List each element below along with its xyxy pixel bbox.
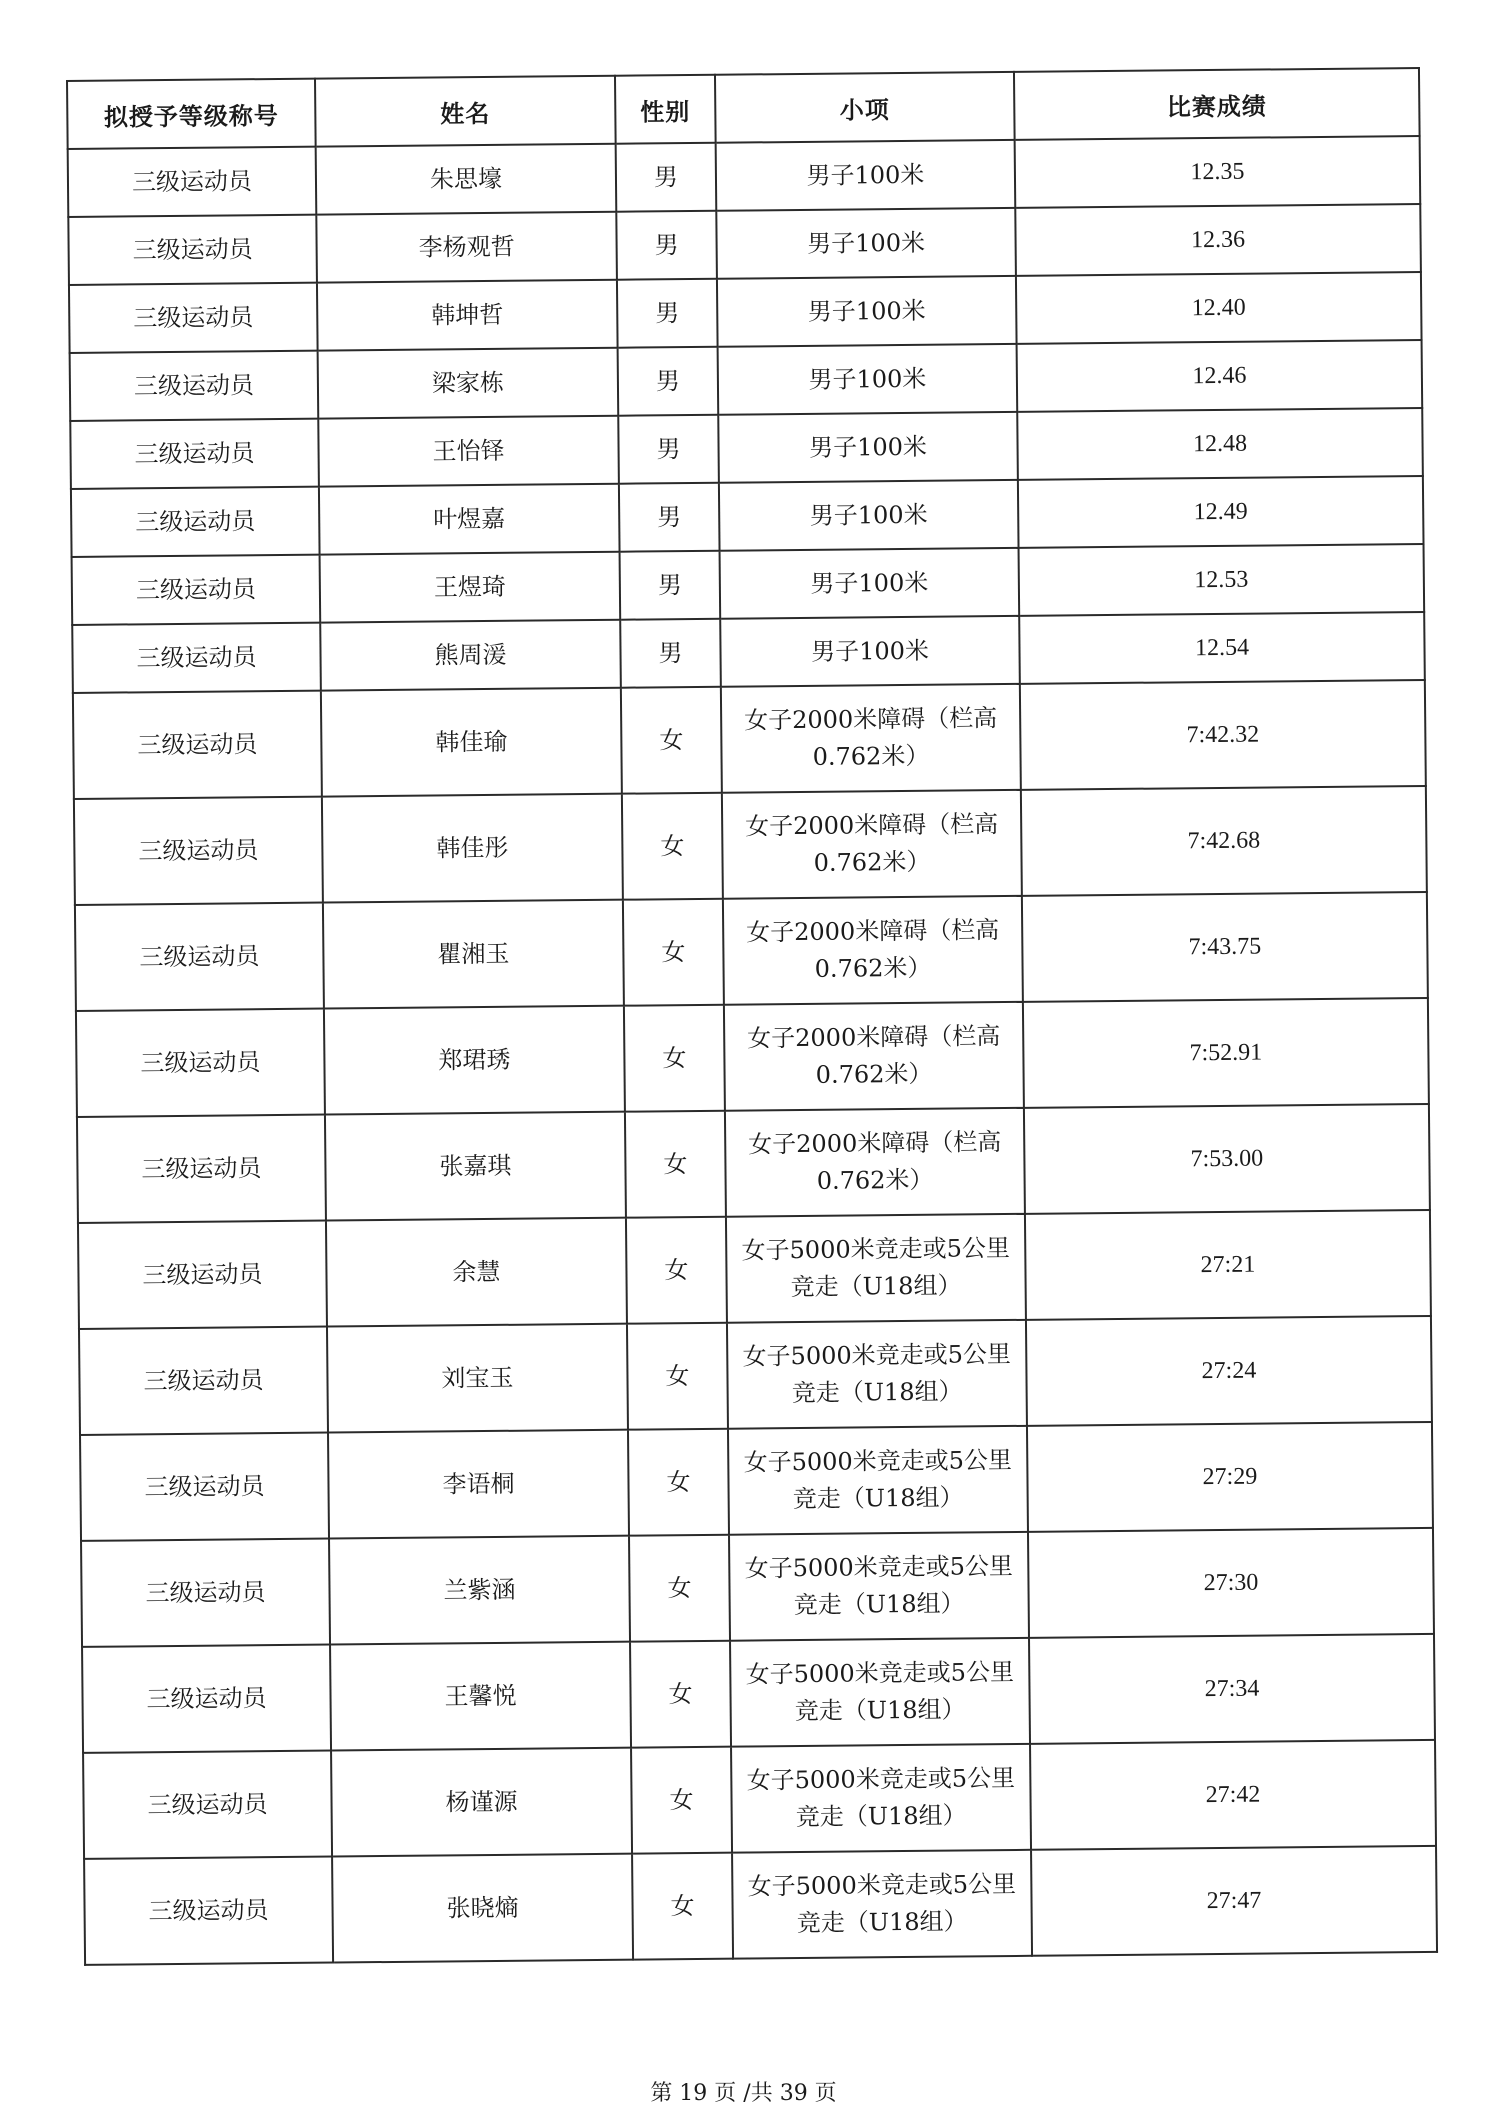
cell-score: 27:21 (1025, 1210, 1431, 1320)
table-row (73, 680, 1426, 799)
cell-event: 男子100米 (720, 616, 1020, 687)
cell-grade-title: 三级运动员 (70, 419, 319, 489)
cell-sex: 女 (623, 899, 724, 1006)
page-number: 第 19 页 /共 39 页 (650, 2081, 837, 2106)
cell-grade-title: 三级运动员 (71, 487, 320, 557)
cell-sex: 女 (627, 1323, 728, 1430)
cell-sex: 男 (620, 619, 721, 688)
cell-score: 12.46 (1017, 340, 1423, 412)
cell-athlete-name: 张晓熵 (332, 1854, 633, 1963)
cell-score: 27:42 (1030, 1740, 1436, 1850)
cell-athlete-name: 杨谨源 (331, 1748, 632, 1857)
cell-sex: 男 (620, 551, 721, 620)
cell-score: 27:30 (1028, 1528, 1434, 1638)
cell-sex: 女 (628, 1429, 729, 1536)
cell-sex: 男 (616, 211, 717, 280)
cell-sex: 女 (632, 1853, 733, 1960)
cell-score: 7:53.00 (1024, 1104, 1430, 1214)
cell-sex: 男 (616, 143, 717, 212)
cell-sex: 女 (630, 1641, 731, 1748)
cell-athlete-name: 张嘉琪 (325, 1112, 626, 1221)
cell-sex: 男 (619, 483, 720, 552)
cell-athlete-name: 瞿湘玉 (323, 900, 624, 1009)
table-row (83, 1740, 1436, 1859)
header-title: 拟授予等级称号 (67, 79, 316, 149)
cell-event: 女子2000米障碍（栏高0.762米） (725, 1108, 1025, 1217)
cell-grade-title: 三级运动员 (73, 691, 322, 799)
cell-athlete-name: 梁家栋 (318, 348, 619, 419)
header-name: 姓名 (315, 76, 616, 147)
cell-grade-title: 三级运动员 (75, 903, 324, 1011)
cell-score: 7:42.68 (1021, 786, 1427, 896)
table-row (82, 1634, 1435, 1753)
cell-grade-title: 三级运动员 (68, 147, 317, 217)
cell-event: 男子100米 (716, 208, 1016, 279)
table-row (72, 612, 1425, 693)
cell-score: 27:29 (1027, 1422, 1433, 1532)
cell-score: 12.48 (1017, 408, 1423, 480)
cell-event: 女子5000米竞走或5公里竞走（U18组） (729, 1532, 1029, 1641)
cell-athlete-name: 王煜琦 (320, 552, 621, 623)
cell-event: 男子100米 (719, 480, 1019, 551)
table-row (68, 136, 1421, 217)
cell-athlete-name: 李语桐 (328, 1430, 629, 1539)
table-row (68, 204, 1421, 285)
table-row (74, 786, 1427, 905)
cell-event: 女子2000米障碍（栏高0.762米） (723, 896, 1023, 1005)
table-row (77, 1104, 1430, 1223)
cell-grade-title: 三级运动员 (72, 623, 321, 693)
cell-grade-title: 三级运动员 (69, 283, 318, 353)
cell-score: 7:42.32 (1020, 680, 1426, 790)
cell-athlete-name: 兰紫涵 (329, 1536, 630, 1645)
table-row (72, 544, 1425, 625)
header-sex: 性别 (615, 75, 716, 144)
cell-event: 女子5000米竞走或5公里竞走（U18组） (728, 1426, 1028, 1535)
table-row (84, 1846, 1437, 1965)
cell-grade-title: 三级运动员 (68, 215, 317, 285)
cell-event: 男子100米 (716, 140, 1016, 211)
table-row (70, 408, 1423, 489)
cell-athlete-name: 叶煜嘉 (319, 484, 620, 555)
cell-score: 12.53 (1019, 544, 1425, 616)
cell-score: 27:24 (1026, 1316, 1432, 1426)
table-row (78, 1210, 1431, 1329)
cell-sex: 女 (625, 1111, 726, 1218)
table-row (76, 998, 1429, 1117)
cell-event: 女子5000米竞走或5公里竞走（U18组） (731, 1744, 1031, 1853)
cell-grade-title: 三级运动员 (78, 1221, 327, 1329)
table-row (80, 1422, 1433, 1541)
cell-event: 女子2000米障碍（栏高0.762米） (721, 684, 1021, 793)
cell-event: 男子100米 (717, 276, 1017, 347)
table-header-row (67, 68, 1420, 149)
cell-grade-title: 三级运动员 (84, 1857, 333, 1965)
cell-athlete-name: 韩佳彤 (322, 794, 623, 903)
cell-score: 7:52.91 (1023, 998, 1429, 1108)
cell-athlete-name: 朱思壕 (316, 144, 617, 215)
cell-athlete-name: 李杨观哲 (316, 212, 617, 283)
cell-grade-title: 三级运动员 (82, 1645, 331, 1753)
cell-athlete-name: 刘宝玉 (327, 1324, 628, 1433)
cell-event: 女子5000米竞走或5公里竞走（U18组） (727, 1320, 1027, 1429)
cell-sex: 男 (618, 415, 719, 484)
cell-sex: 男 (618, 347, 719, 416)
cell-sex: 男 (617, 279, 718, 348)
cell-grade-title: 三级运动员 (76, 1009, 325, 1117)
cell-event: 男子100米 (718, 344, 1018, 415)
cell-event: 男子100米 (718, 412, 1018, 483)
cell-grade-title: 三级运动员 (74, 797, 323, 905)
cell-sex: 女 (624, 1005, 725, 1112)
cell-athlete-name: 王馨悦 (330, 1642, 631, 1751)
cell-sex: 女 (626, 1217, 727, 1324)
cell-event: 女子2000米障碍（栏高0.762米） (724, 1002, 1024, 1111)
cell-score: 12.54 (1019, 612, 1425, 684)
cell-athlete-name: 郑珺琇 (324, 1006, 625, 1115)
table-row (75, 892, 1428, 1011)
cell-athlete-name: 韩佳瑜 (321, 688, 622, 797)
header-event: 小项 (715, 72, 1015, 143)
cell-score: 12.35 (1015, 136, 1421, 208)
cell-score: 12.36 (1015, 204, 1421, 276)
cell-sex: 女 (631, 1747, 732, 1854)
cell-grade-title: 三级运动员 (83, 1751, 332, 1859)
cell-grade-title: 三级运动员 (77, 1115, 326, 1223)
cell-grade-title: 三级运动员 (72, 555, 321, 625)
table-body (68, 136, 1437, 1965)
cell-sex: 女 (622, 793, 723, 900)
cell-score: 7:43.75 (1022, 892, 1428, 1002)
cell-score: 12.40 (1016, 272, 1422, 344)
cell-score: 12.49 (1018, 476, 1424, 548)
cell-event: 女子5000米竞走或5公里竞走（U18组） (726, 1214, 1026, 1323)
cell-grade-title: 三级运动员 (81, 1539, 330, 1647)
table-row (71, 476, 1424, 557)
cell-grade-title: 三级运动员 (79, 1327, 328, 1435)
cell-grade-title: 三级运动员 (80, 1433, 329, 1541)
cell-score: 27:47 (1031, 1846, 1437, 1956)
cell-event: 男子100米 (720, 548, 1020, 619)
cell-event: 女子2000米障碍（栏高0.762米） (722, 790, 1022, 899)
athlete-grade-table (66, 67, 1438, 1966)
cell-athlete-name: 熊周湲 (320, 620, 621, 691)
table-row (70, 340, 1423, 421)
table-row (79, 1316, 1432, 1435)
cell-event: 女子5000米竞走或5公里竞走（U18组） (732, 1850, 1032, 1959)
table-row (81, 1528, 1434, 1647)
cell-score: 27:34 (1029, 1634, 1435, 1744)
table-row (69, 272, 1422, 353)
cell-athlete-name: 韩坤哲 (317, 280, 618, 351)
cell-grade-title: 三级运动员 (70, 351, 319, 421)
cell-athlete-name: 余慧 (326, 1218, 627, 1327)
cell-sex: 女 (629, 1535, 730, 1642)
cell-athlete-name: 王怡铎 (318, 416, 619, 487)
cell-event: 女子5000米竞走或5公里竞走（U18组） (730, 1638, 1030, 1747)
cell-sex: 女 (621, 687, 722, 794)
header-score: 比赛成绩 (1014, 68, 1420, 140)
